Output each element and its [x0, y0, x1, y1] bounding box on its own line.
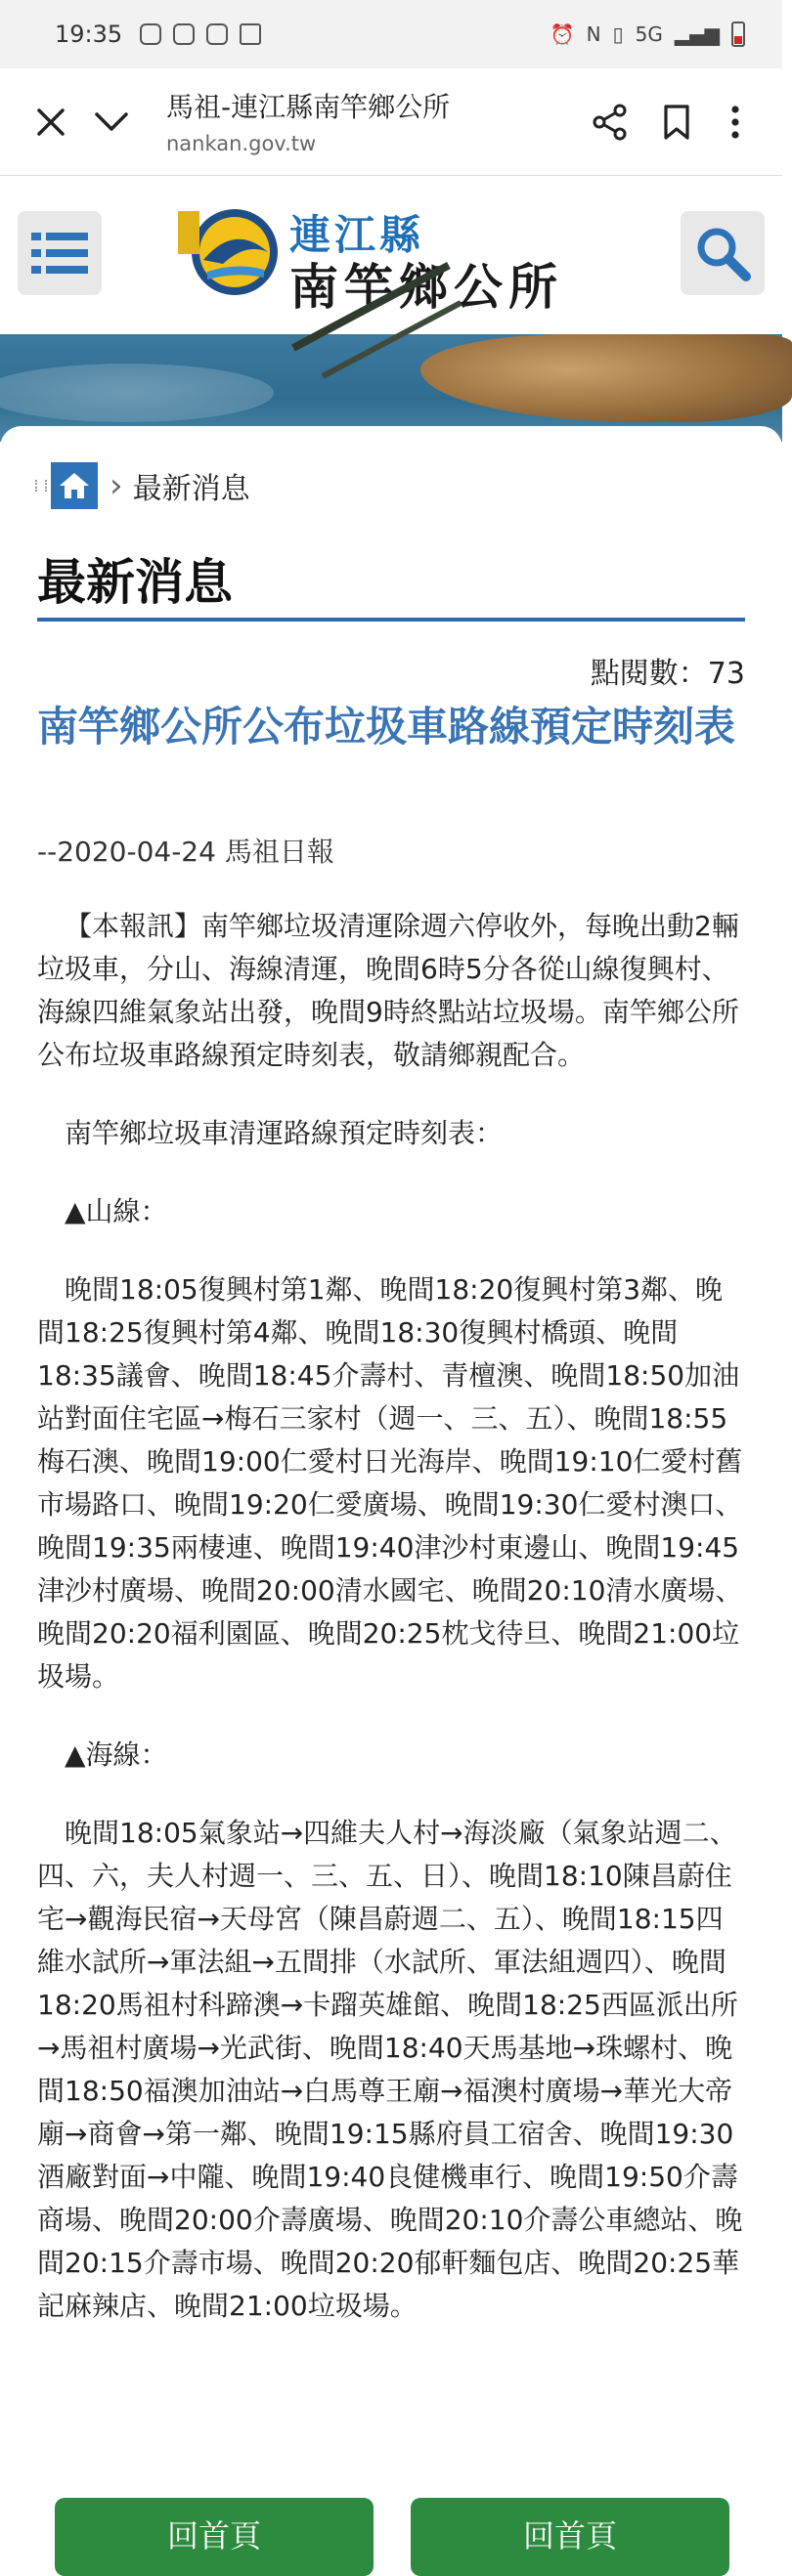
- article-date-source: --2020-04-24 馬祖日報: [37, 836, 334, 868]
- browser-title-area[interactable]: [166, 89, 581, 155]
- browser-toolbar: [0, 68, 782, 176]
- logo-office-name: 南竿鄉公所: [289, 259, 563, 316]
- site-logo[interactable]: [178, 197, 589, 316]
- banner-rock: [420, 334, 792, 422]
- township-emblem-icon: [178, 203, 286, 301]
- article-mountain-line-heading: ▲山線：: [65, 1195, 168, 1227]
- news-icon: [240, 23, 261, 45]
- notification-icons: [140, 23, 261, 45]
- article-body: [37, 905, 745, 2363]
- bookmark-icon[interactable]: [647, 93, 706, 151]
- home-icon[interactable]: [51, 462, 98, 509]
- hamburger-icon: [31, 231, 88, 276]
- content-card: [0, 426, 782, 2555]
- banner-sea: [0, 364, 274, 422]
- instagram-icon-3: [206, 23, 228, 45]
- article-sea-line-schedule: 晚間18:05氣象站→四維夫人村→海淡廠（氣象站週二、四、六，夫人村週一、三、五、日）、晚間18:10陳昌蔚住宅→觀海民宿→天母宮（陳昌蔚週二、五）、晚間18:15四維水試所→軍法組→五間排（水試所、軍法組週四）、晚間18:20馬祖村科蹄澳→卡蹓英雄館、晚間18:25西區派出所→馬祖村廣場→光武街、晚間18:40天馬基地→珠螺村、晚間18:50福澳加油站→白馬尊王廟→福澳村廣場→華光大帝廟→商會→第一鄰、晚間19:15縣府員工宿舍、晚間19:30酒廠對面→中隴、晚間19:40良健機車行、晚間19:50介壽商場、晚間20:00介壽廣場、晚間20:10介壽公車總站、晚間20:15介壽市場、晚間20:20郁軒麵包店、晚間20:25華記麻辣店、晚間21:00垃圾場。: [37, 1817, 743, 2322]
- back-to-home-button-2[interactable]: 回首頁: [411, 2498, 729, 2576]
- view-count: 點閱數：73: [590, 657, 745, 691]
- alarm-icon: ⏰: [550, 22, 575, 46]
- title-divider: [37, 618, 745, 622]
- article-mountain-line-schedule: 晚間18:05復興村第1鄰、晚間18:20復興村第3鄰、晚間18:25復興村第4鄰、晚間18:30復興村橋頭、晚間18:35議會、晚間18:45介壽村、青檀澳、晚間18:50加油站對面住宅區→梅石三家村（週一、三、五）、晚間18:55梅石澳、晚間19:00仁愛村日光海岸、晚間19:10仁愛村舊市場路口、晚間19:20仁愛廣場、晚間19:30仁愛村澳口、晚間19:35兩棲連、晚間19:40津沙村東邊山、晚間19:45津沙村廣場、晚間20:00清水國宅、晚間20:10清水廣場、晚間20:20福利園區、晚間20:25枕戈待旦、晚間21:00垃圾場。: [37, 1273, 743, 1693]
- menu-button[interactable]: [18, 211, 102, 295]
- bottom-buttons: [55, 2498, 729, 2576]
- network-label: 5G: [635, 22, 663, 46]
- site-header: [0, 176, 782, 334]
- chevron-right-icon: ›: [110, 466, 123, 505]
- vibrate-icon: ▯: [612, 22, 624, 46]
- article-paragraph-intro: 【本報訊】南竿鄉垃圾清運除週六停收外，每晚出動2輛垃圾車，分山、海線清運，晚間6時5分各從山線復興村、海線四維氣象站出發，晚間9時終點站垃圾場。南竿鄉公所公布垃圾車路線預定時刻表，敬請鄉親配合。: [37, 910, 739, 1071]
- instagram-icon-2: [173, 23, 195, 45]
- browser-page-title: 馬祖-連江縣南竿鄉公所: [166, 90, 451, 123]
- article-title: 南竿鄉公所公布垃圾車路線預定時刻表: [37, 703, 736, 751]
- status-bar: [0, 0, 782, 68]
- breadcrumb-current: 最新消息: [132, 472, 250, 506]
- share-icon[interactable]: [581, 93, 639, 151]
- close-icon[interactable]: [22, 93, 80, 151]
- search-icon: [693, 224, 752, 282]
- breadcrumb-handle: [35, 480, 47, 492]
- chevron-down-icon[interactable]: [82, 93, 141, 151]
- logo-county-name: 連江縣: [289, 211, 425, 259]
- breadcrumb: [35, 461, 250, 510]
- system-icons: [550, 21, 745, 47]
- article-sea-line-heading: ▲海線：: [65, 1739, 168, 1771]
- battery-icon: [731, 21, 745, 47]
- back-to-home-button[interactable]: 回首頁: [55, 2498, 374, 2576]
- status-time: 19:35: [55, 21, 123, 48]
- more-menu-icon[interactable]: [706, 93, 765, 151]
- search-button[interactable]: [681, 211, 765, 295]
- page-title: 最新消息: [37, 554, 233, 611]
- nfc-icon: N: [586, 22, 601, 46]
- instagram-icon: [140, 23, 161, 45]
- signal-icon: ▂▄▆: [674, 22, 720, 46]
- article-paragraph-schedule-heading: 南竿鄉垃圾車清運路線預定時刻表：: [65, 1117, 504, 1149]
- browser-url: nankan.gov.tw: [166, 131, 317, 155]
